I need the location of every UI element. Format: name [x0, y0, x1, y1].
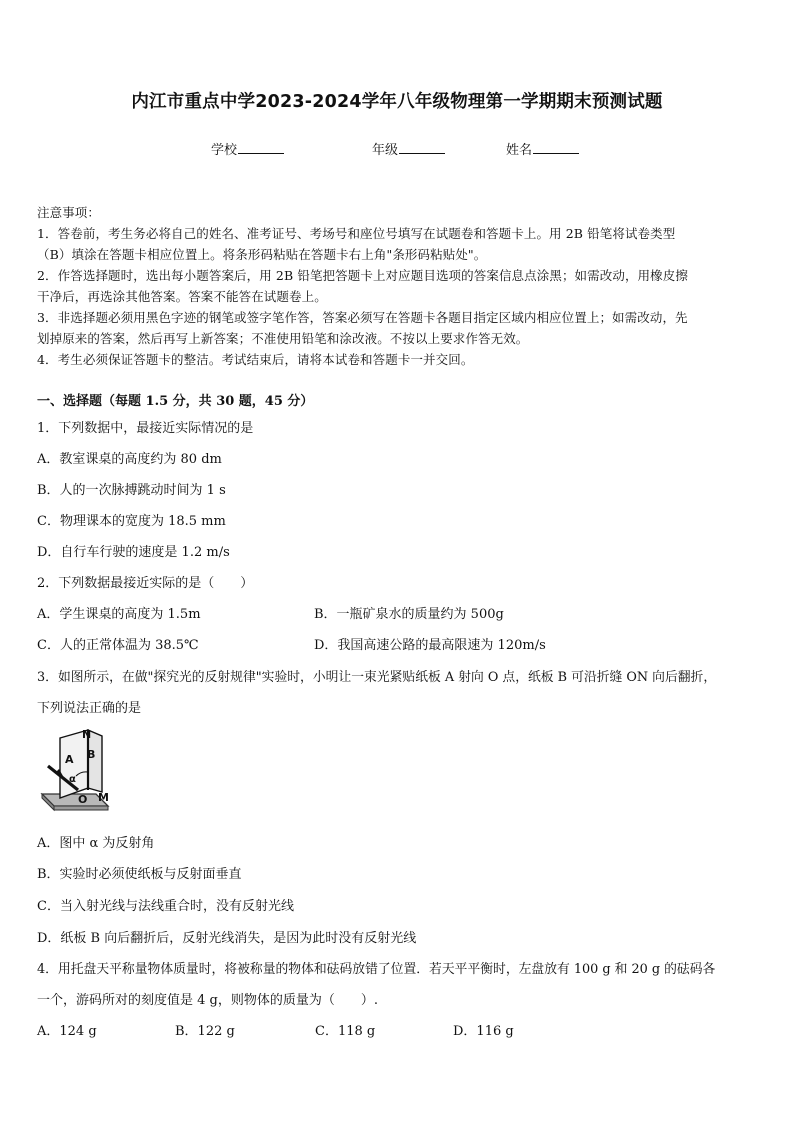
- question-3-stem: 3．如图所示，在做"探究光的反射规律"实验时，小明让一束光紧贴纸板 A 射向 O 点，纸板 B 可沿折缝 ON 向后翻折，: [37, 670, 717, 685]
- grade-field: [372, 139, 445, 158]
- figure-label-b: B: [87, 748, 96, 761]
- question-4-stem-cont: 一个，游码所对的刻度值是 4 g，则物体的质量为（ ）.: [37, 993, 378, 1008]
- question-3-stem-cont: 下列说法正确的是: [37, 701, 142, 716]
- question-1-option-c: C．物理课本的宽度为 18.5 mm: [37, 514, 226, 529]
- notice-line: （B）填涂在答题卡相应位置上。将条形码粘贴在答题卡右上角"条形码粘贴处"。: [37, 247, 487, 262]
- name-label: 姓名: [506, 143, 533, 158]
- question-4-option-c: C．118 g: [315, 1024, 376, 1039]
- question-3-option-d: D．纸板 B 向后翻折后，反射光线消失，是因为此时没有反射光线: [37, 931, 417, 946]
- notice-heading: 注意事项：: [37, 205, 101, 220]
- page-title: 内江市重点中学2023-2024学年八年级物理第一学期期末预测试题: [131, 92, 663, 112]
- figure-label-m: M: [98, 791, 109, 804]
- figure-label-a: A: [65, 753, 74, 766]
- question-2-option-d: D．我国高速公路的最高限速为 120m/s: [314, 638, 546, 653]
- section-title: 一、选择题（每题 1.5 分，共 30 题，45 分）: [37, 394, 314, 409]
- question-4-option-d: D．116 g: [453, 1024, 514, 1039]
- question-1-option-d: D．自行车行驶的速度是 1.2 m/s: [37, 545, 230, 560]
- student-info-row: [0, 139, 794, 161]
- name-field: [506, 139, 579, 158]
- question-4-option-a: A．124 g: [37, 1024, 97, 1039]
- question-1-stem: 1．下列数据中，最接近实际情况的是: [37, 421, 254, 436]
- question-4-option-b: B．122 g: [175, 1024, 235, 1039]
- reflection-experiment-figure: [38, 728, 124, 814]
- figure-label-alpha: α: [69, 774, 76, 785]
- notice-line: 4．考生必须保证答题卡的整洁。考试结束后，请将本试卷和答题卡一并交回。: [37, 352, 474, 367]
- name-blank: [533, 139, 579, 154]
- grade-label: 年级: [372, 143, 399, 158]
- grade-blank: [399, 139, 445, 154]
- school-label: 学校: [211, 143, 238, 158]
- question-2-option-b: B．一瓶矿泉水的质量约为 500g: [314, 607, 504, 622]
- question-1-option-b: B．人的一次脉搏跳动时间为 1 s: [37, 483, 226, 498]
- figure-label-o: O: [78, 793, 88, 806]
- question-3-option-c: C．当入射光线与法线重合时，没有反射光线: [37, 899, 294, 914]
- question-2-stem: 2．下列数据最接近实际的是（ ）: [37, 576, 254, 591]
- notice-line: 1．答卷前，考生务必将自己的姓名、准考证号、考场号和座位号填写在试题卷和答题卡上。用 2B 铅笔将试卷类型: [37, 226, 676, 241]
- question-3-option-a: A．图中 α 为反射角: [37, 836, 155, 851]
- question-4-stem: 4．用托盘天平称量物体质量时，将被称量的物体和砝码放错了位置．若天平平衡时，左盘放有 100 g 和 20 g 的砝码各: [37, 962, 716, 977]
- notice-line: 3．非选择题必须用黑色字迹的钢笔或签字笔作答，答案必须写在答题卡各题目指定区域内相应位置上；如需改动，先: [37, 310, 688, 325]
- school-blank: [238, 139, 284, 154]
- school-field: [211, 139, 284, 158]
- question-3-option-b: B．实验时必须使纸板与反射面垂直: [37, 867, 242, 882]
- notice-line: 2．作答选择题时，选出每小题答案后，用 2B 铅笔把答题卡上对应题目选项的答案信息点涂黑；如需改动，用橡皮擦: [37, 268, 688, 283]
- figure-label-n: N: [82, 728, 92, 741]
- notice-line: 干净后，再选涂其他答案。答案不能答在试题卷上。: [37, 289, 327, 304]
- question-2-option-c: C．人的正常体温为 38.5℃: [37, 638, 199, 653]
- question-2-option-a: A．学生课桌的高度为 1.5m: [37, 607, 201, 622]
- question-1-option-a: A．教室课桌的高度约为 80 dm: [37, 452, 222, 467]
- notice-line: 划掉原来的答案，然后再写上新答案；不准使用铅笔和涂改液。不按以上要求作答无效。: [37, 331, 529, 346]
